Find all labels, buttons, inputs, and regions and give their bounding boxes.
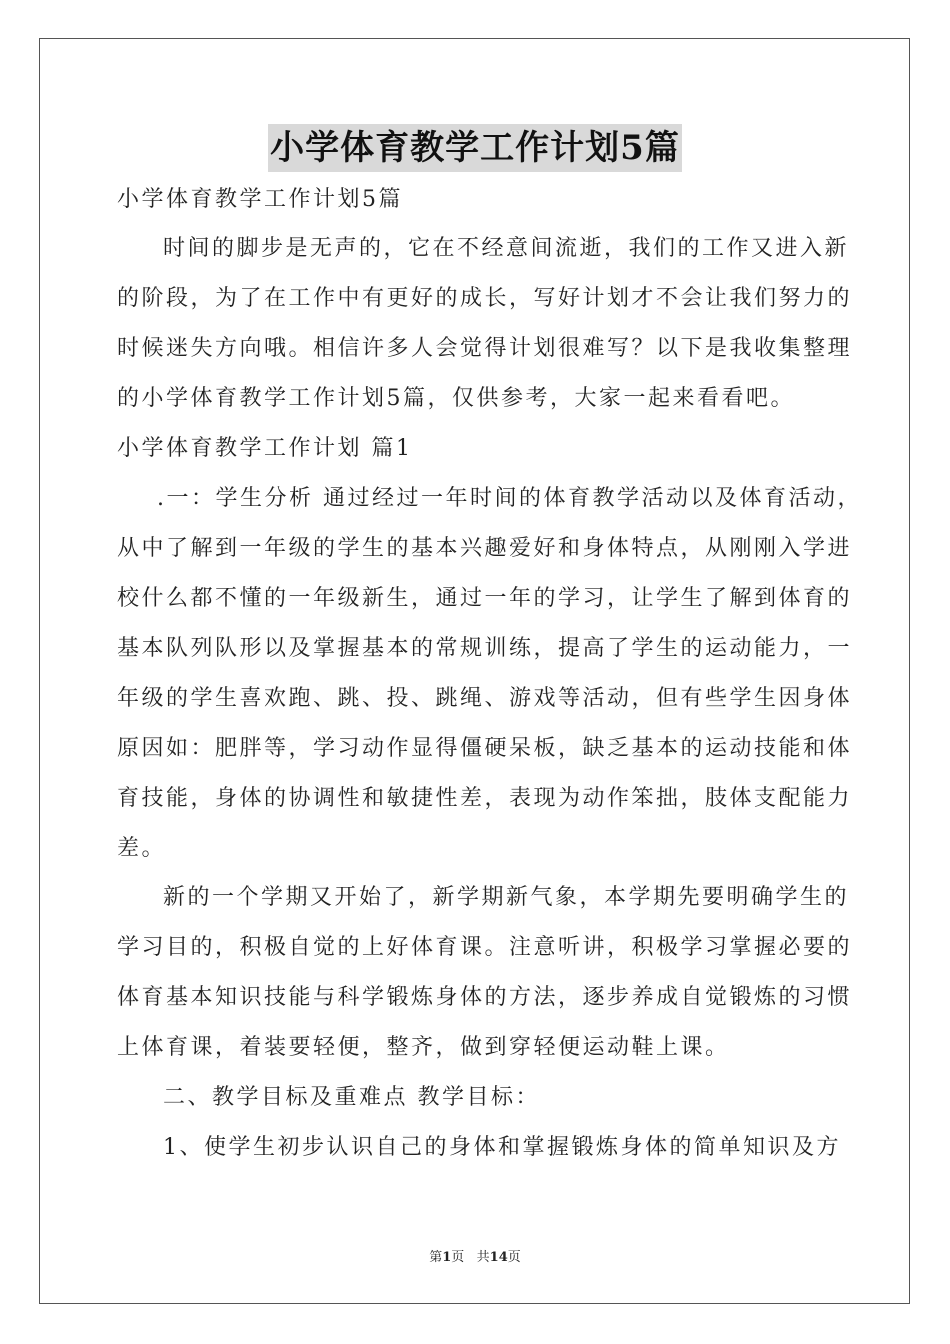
- paragraph-line: 体育基本知识技能与科学锻炼身体的方法，逐步养成自觉锻炼的习惯: [117, 985, 853, 1010]
- paragraph-line: 年级的学生喜欢跑、跳、投、跳绳、游戏等活动，但有些学生因身体: [117, 686, 853, 711]
- title-container: [0, 124, 950, 172]
- paragraph-line: 的阶段，为了在工作中有更好的成长，写好计划才不会让我们努力的: [117, 286, 853, 311]
- paragraph-line: 差。: [117, 836, 167, 861]
- section-heading: 小学体育教学工作计划 篇1: [117, 436, 413, 461]
- current-page-number: 1: [442, 1250, 452, 1265]
- paragraph-line: 学习目的，积极自觉的上好体育课。注意听讲，积极学习掌握必要的: [117, 935, 853, 960]
- paragraph-line: 1、使学生初步认识自己的身体和掌握锻炼身体的简单知识及方: [163, 1135, 841, 1160]
- total-pages-number: 14: [489, 1250, 508, 1265]
- footer-prefix: 第: [429, 1250, 443, 1265]
- paragraph-line: 时间的脚步是无声的，它在不经意间流逝，我们的工作又进入新: [163, 236, 850, 261]
- paragraph-line: 原因如：肥胖等，学习动作显得僵硬呆板，缺乏基本的运动技能和体: [117, 736, 853, 761]
- paragraph-line: 新的一个学期又开始了，新学期新气象，本学期先要明确学生的: [163, 885, 850, 910]
- paragraph-line: 的小学体育教学工作计划5篇，仅供参考，大家一起来看看吧。: [117, 386, 795, 411]
- paragraph-line: 时候迷失方向哦。相信许多人会觉得计划很难写？以下是我收集整理: [117, 336, 853, 361]
- subtitle-line: 小学体育教学工作计划5篇: [117, 187, 403, 212]
- paragraph-line: 基本队列队形以及掌握基本的常规训练，提高了学生的运动能力，一: [117, 636, 853, 661]
- page-footer: [0, 1246, 950, 1265]
- paragraph-line: 从中了解到一年级的学生的基本兴趣爱好和身体特点，从刚刚入学进: [117, 536, 853, 561]
- footer-suffix: 页: [507, 1250, 521, 1265]
- document-title: 小学体育教学工作计划5篇: [268, 124, 682, 172]
- paragraph-line: 育技能，身体的协调性和敏捷性差，表现为动作笨拙，肢体支配能力: [117, 786, 853, 811]
- paragraph-line: .一：学生分析 通过经过一年时间的体育教学活动以及体育活动，: [157, 486, 862, 511]
- page-border: [39, 38, 910, 1304]
- footer-middle: 页 共: [451, 1250, 490, 1265]
- paragraph-line: 校什么都不懂的一年级新生，通过一年的学习，让学生了解到体育的: [117, 586, 853, 611]
- paragraph-line: 二、教学目标及重难点 教学目标：: [163, 1085, 540, 1110]
- paragraph-line: 上体育课，着装要轻便，整齐，做到穿轻便运动鞋上课。: [117, 1035, 730, 1060]
